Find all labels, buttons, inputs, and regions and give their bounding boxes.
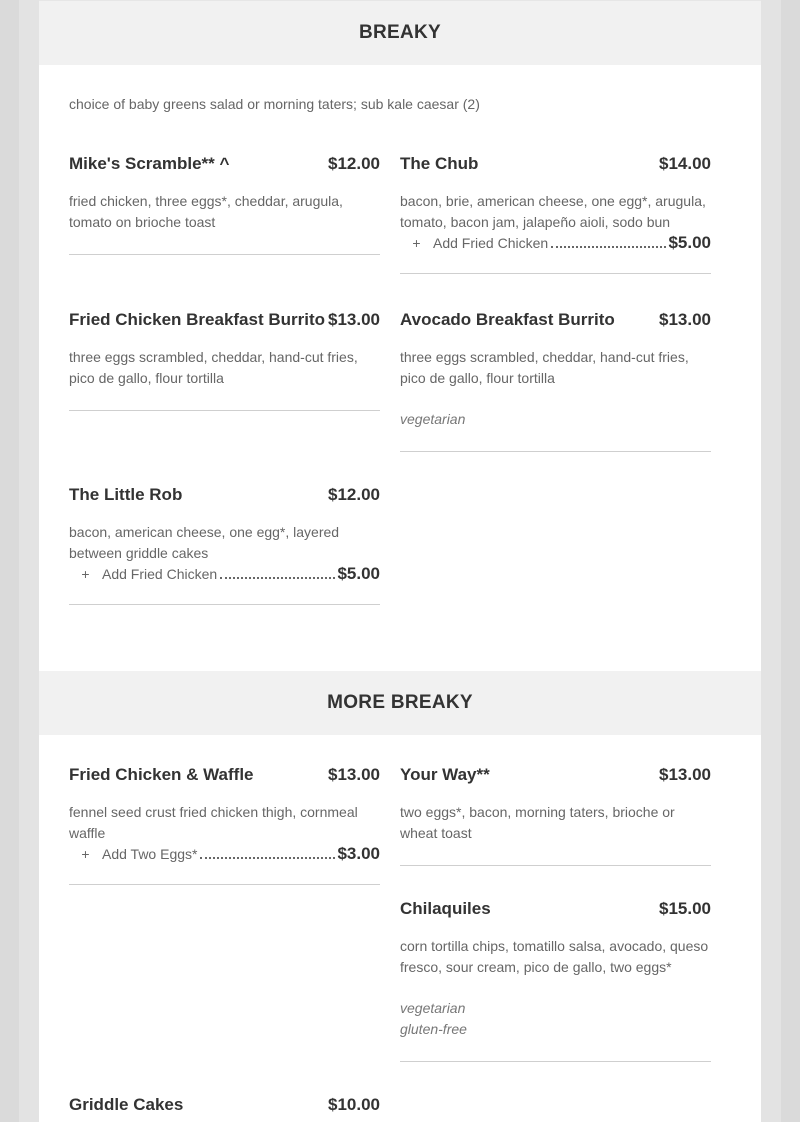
item-divider	[69, 254, 380, 255]
item-divider	[400, 451, 711, 452]
item-tags	[400, 998, 711, 1040]
item-price: $14.00	[659, 154, 711, 173]
item-description: two eggs*, bacon, morning taters, brioche or wheat toast	[400, 804, 675, 841]
item-price: $13.00	[659, 310, 711, 329]
section-intro: choice of baby greens salad or morning taters; sub kale caesar (2)	[69, 96, 480, 112]
item-description: three eggs scrambled, cheddar, hand-cut fries, pico de gallo, flour tortilla	[69, 349, 358, 386]
item-name: Fried Chicken Breakfast Burrito	[69, 310, 326, 329]
menu-page	[39, 0, 761, 1122]
item-name: The Chub	[400, 154, 479, 173]
addon-label: Add Fried Chicken	[102, 566, 218, 582]
section-header-breaky	[39, 1, 761, 65]
item-divider	[400, 273, 711, 274]
menu-item	[400, 765, 711, 866]
tag-gluten-free: gluten-free	[400, 1021, 467, 1037]
item-description: fennel seed crust fried chicken thigh, cornmeal waffle	[69, 804, 358, 841]
addon-price: $5.00	[337, 564, 380, 583]
menu-item	[69, 1095, 380, 1115]
item-divider	[69, 410, 380, 411]
section-header-more-breaky	[39, 671, 761, 735]
addon-plus: +	[81, 846, 90, 862]
item-price: $12.00	[328, 485, 380, 504]
menu-item	[400, 154, 711, 274]
item-price: $12.00	[328, 154, 380, 173]
addon-plus: +	[412, 235, 421, 251]
tag-vegetarian: vegetarian	[400, 411, 466, 427]
addon-price: $5.00	[668, 233, 711, 252]
item-name: Chilaquiles	[400, 899, 491, 918]
item-name: Griddle Cakes	[69, 1095, 184, 1114]
item-name: Avocado Breakfast Burrito	[400, 310, 615, 329]
item-description: corn tortilla chips, tomatillo salsa, avocado, queso fresco, sour cream, pico de gallo, two eggs*	[400, 938, 709, 975]
item-price: $15.00	[659, 899, 711, 918]
section-title: BREAKY	[358, 22, 442, 43]
item-name: Your Way**	[400, 765, 490, 784]
addon-plus: +	[81, 566, 90, 582]
addon-leader-dots	[220, 576, 335, 579]
item-price: $10.00	[328, 1095, 380, 1114]
item-addon	[69, 564, 380, 584]
item-divider	[69, 604, 380, 605]
menu-item	[69, 485, 380, 605]
item-divider	[69, 884, 380, 885]
item-divider	[400, 865, 711, 866]
addon-leader-dots	[200, 856, 335, 859]
section-title: MORE BREAKY	[327, 692, 473, 713]
item-price: $13.00	[328, 310, 380, 329]
item-description: bacon, brie, american cheese, one egg*, arugula, tomato, bacon jam, jalapeño aioli, sodo bun	[400, 193, 706, 230]
addon-label: Add Fried Chicken	[433, 235, 549, 251]
addon-label: Add Two Eggs*	[102, 846, 198, 862]
menu-item	[400, 899, 711, 1062]
addon-price: $3.00	[337, 844, 380, 863]
item-price: $13.00	[659, 765, 711, 784]
item-name: Mike's Scramble** ^	[69, 154, 230, 173]
menu-item	[400, 310, 711, 452]
item-addon	[400, 233, 711, 253]
item-price: $13.00	[328, 765, 380, 784]
item-divider	[400, 1061, 711, 1062]
addon-leader-dots	[551, 245, 666, 248]
item-addon	[69, 844, 380, 864]
menu-item	[69, 310, 380, 411]
tag-vegetarian: vegetarian	[400, 1000, 466, 1016]
menu-item	[69, 154, 380, 255]
item-name: The Little Rob	[69, 485, 183, 504]
item-description: bacon, american cheese, one egg*, layered between griddle cakes	[69, 524, 340, 561]
item-description: fried chicken, three eggs*, cheddar, arugula, tomato on brioche toast	[69, 193, 343, 230]
item-name: Fried Chicken & Waffle	[69, 765, 254, 784]
item-tags	[400, 409, 711, 430]
menu-item	[69, 765, 380, 885]
item-description: three eggs scrambled, cheddar, hand-cut fries, pico de gallo, flour tortilla	[400, 349, 689, 386]
